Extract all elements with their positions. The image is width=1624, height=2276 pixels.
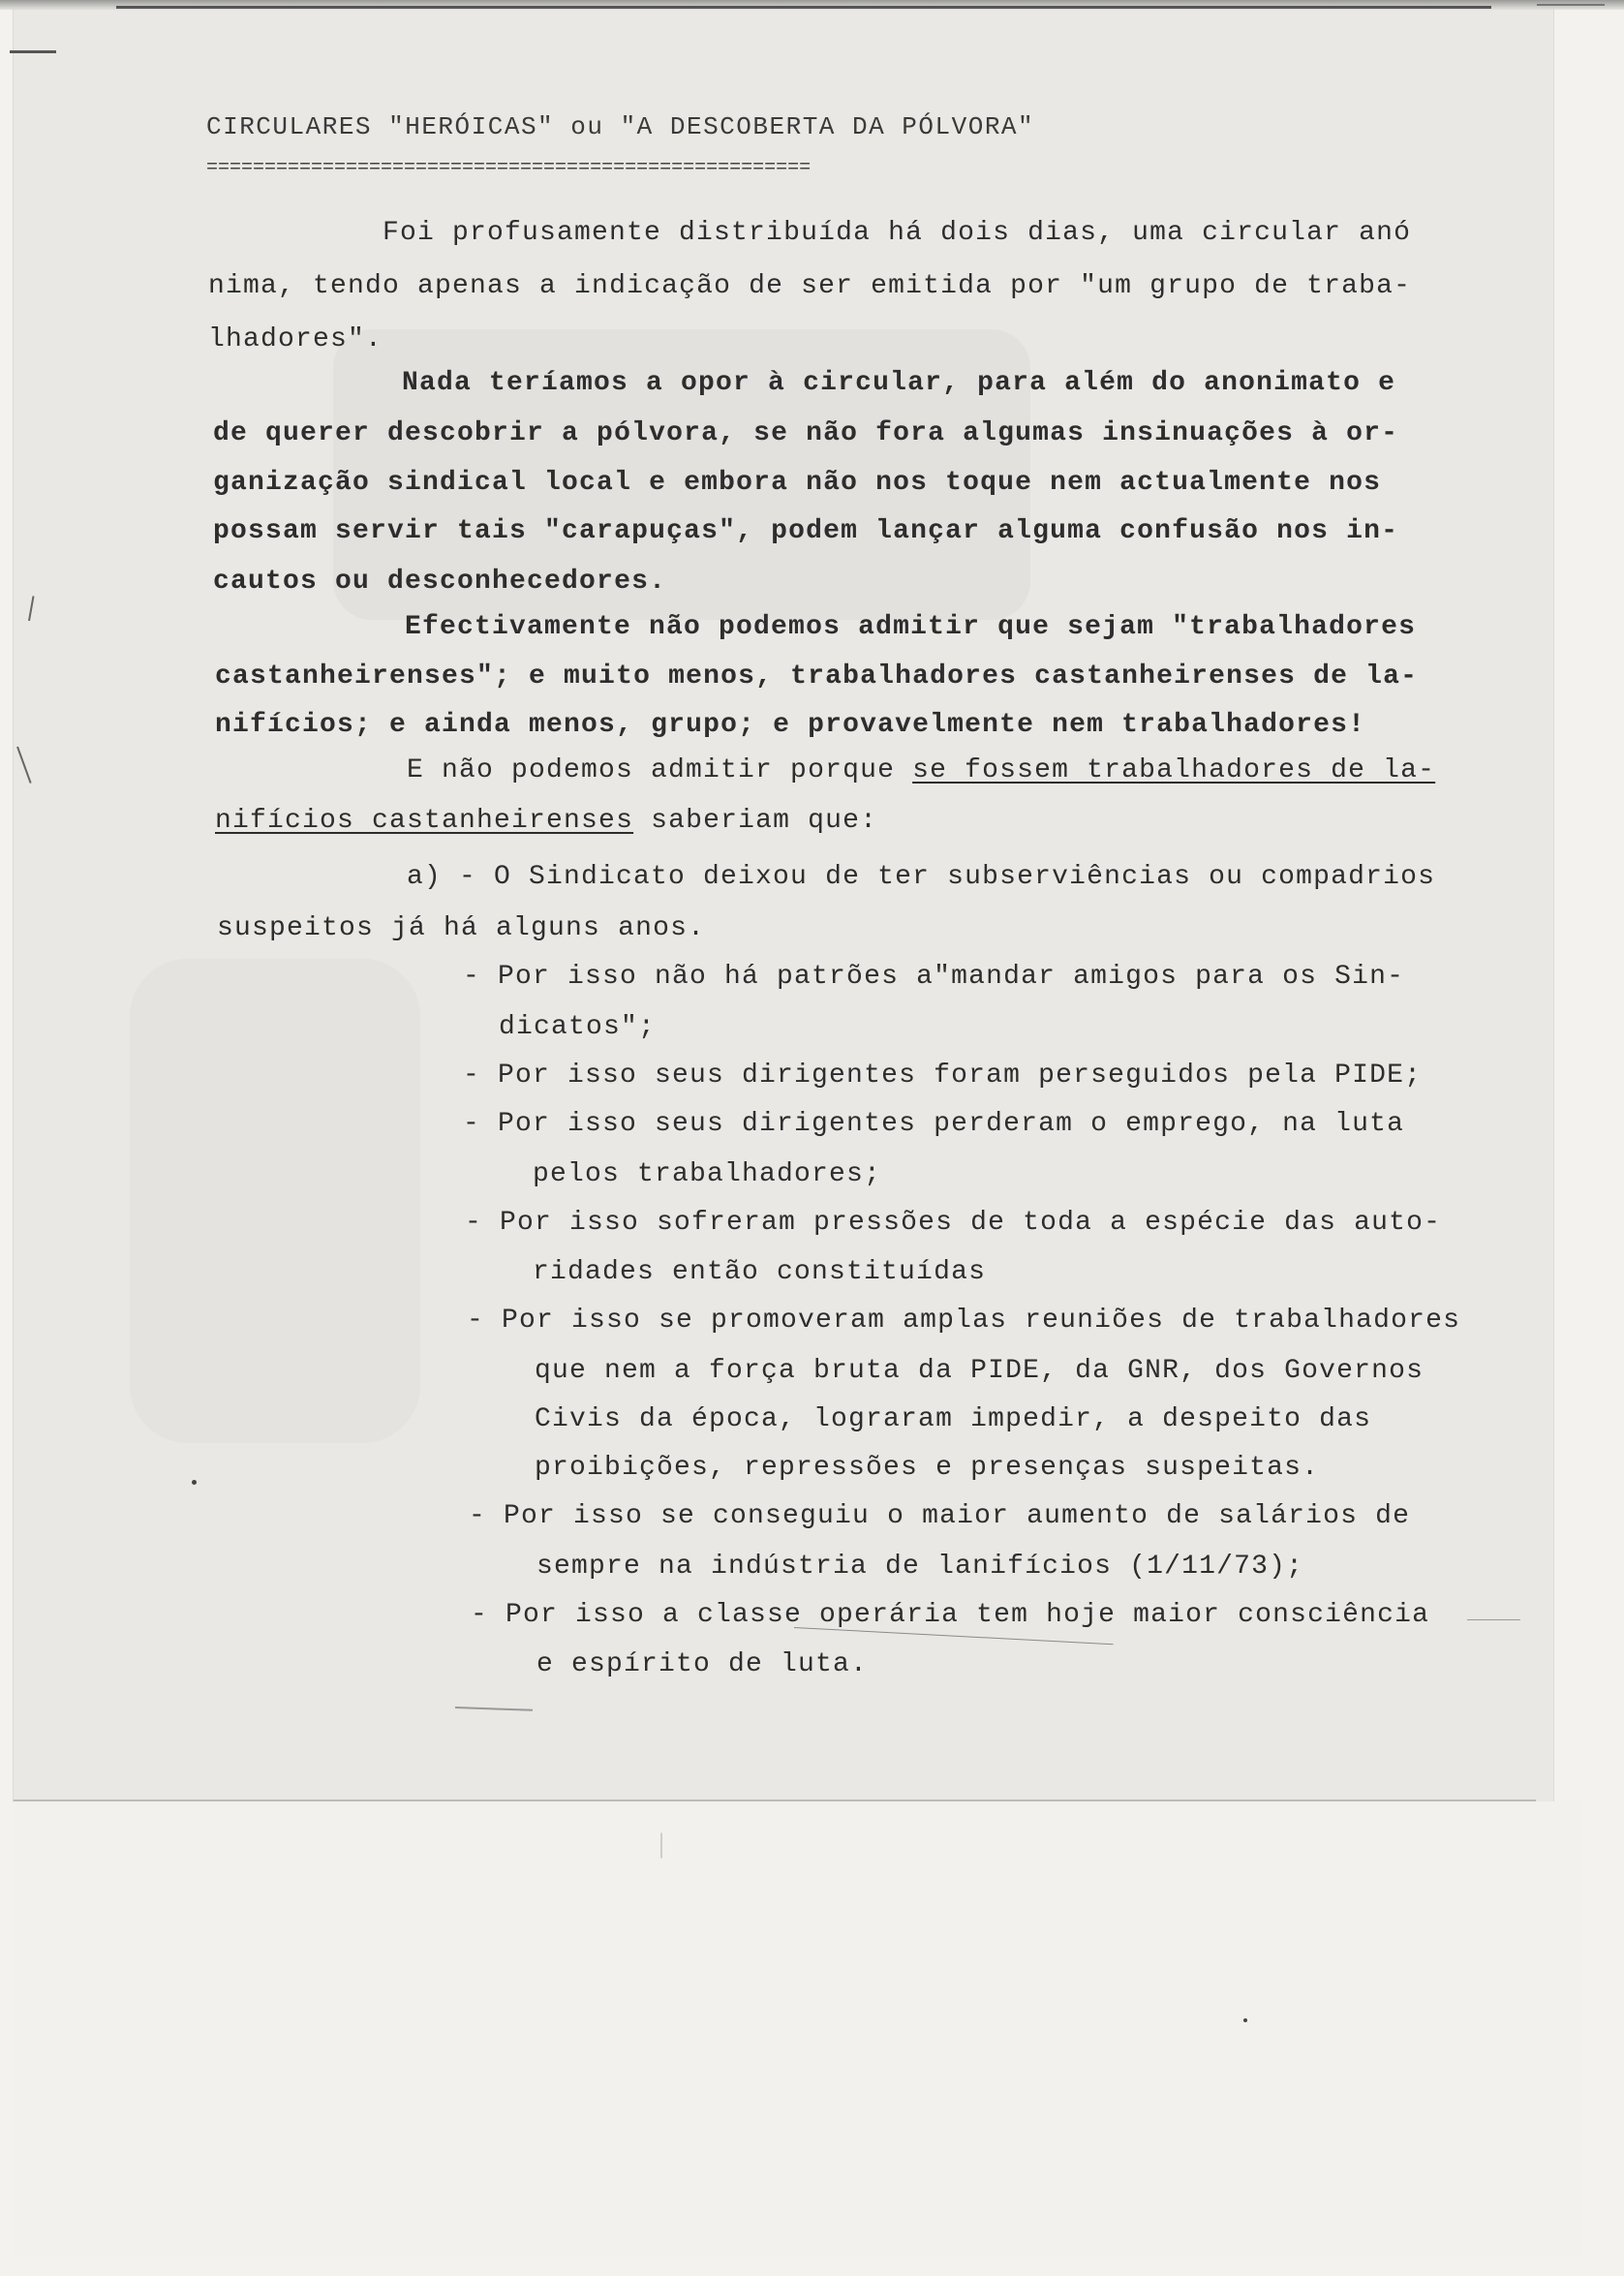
bullet-3-line-1: - Por isso seus dirigentes perderam o emprego, na luta [463,1109,1405,1139]
paragraph-1-line-1: Foi profusamente distribuída há dois dias, uma circular anó [383,218,1412,248]
stray-pen-stroke [661,1833,662,1859]
title-underline-rule: ==================================================== [206,157,812,179]
top-right-mark [1537,4,1605,6]
scan-speck [192,1480,197,1485]
bullet-7-line-2: e espírito de luta. [536,1649,869,1679]
item-a-line-2: suspeitos já há alguns anos. [217,913,706,943]
bullet-7-line-1: - Por isso a classe operária tem hoje maior consciência [471,1600,1430,1630]
paragraph-1-line-3: lhadores". [208,324,383,354]
paragraph-4-underlined-phrase-part-1: se fossem trabalhadores de la- [912,755,1436,785]
stray-pen-stroke [1467,1619,1520,1620]
bullet-4-line-1: - Por isso sofreram pressões de toda a espécie das auto- [465,1208,1442,1238]
paragraph-4-underlined-phrase-part-2: nifícios castanheirenses [215,806,634,836]
scan-top-line [116,6,1491,9]
paragraph-4-line-2-end: saberiam que: [633,806,878,836]
bullet-6-line-2: sempre na indústria de lanifícios (1/11/73); [536,1552,1304,1582]
bullet-1-line-2: dicatos"; [499,1012,657,1042]
paragraph-3-line-1: Efectivamente não podemos admitir que sejam "trabalhadores [405,612,1417,642]
paragraph-4-line-1 [407,755,1435,785]
paragraph-2-line-4: possam servir tais "carapuças", podem lançar alguma confusão nos in- [213,516,1399,546]
bullet-5-line-1: - Por isso se promoveram amplas reuniões de trabalhadores [467,1306,1461,1336]
bullet-3-line-2: pelos trabalhadores; [533,1159,882,1189]
bullet-2-line-1: - Por isso seus dirigentes foram perseguidos pela PIDE; [463,1061,1423,1091]
paragraph-1-line-2: nima, tendo apenas a indicação de ser emitida por "um grupo de traba- [208,271,1412,301]
document-title: CIRCULARES "HERÓICAS" ou "A DESCOBERTA DA PÓLVORA" [206,112,1035,141]
item-a-line-1: a) - O Sindicato deixou de ter subserviências ou compadrios [407,862,1436,892]
paragraph-2-line-3: ganização sindical local e embora não nos toque nem actualmente nos [213,468,1382,498]
paragraph-2-line-5: cautos ou desconhecedores. [213,567,667,597]
bullet-5-line-4: proibições, repressões e presenças suspeitas. [535,1453,1320,1483]
bullet-4-line-2: ridades então constituídas [533,1257,987,1287]
lower-blank-area [14,1801,1582,2257]
paragraph-3-line-3: nifícios; e ainda menos, grupo; e provavelmente nem trabalhadores! [215,710,1366,740]
paragraph-3-line-2: castanheirenses"; e muito menos, trabalhadores castanheirenses de la- [215,661,1419,692]
paragraph-2-line-2: de querer descobrir a pólvora, se não fora algumas insinuações à or- [213,418,1399,448]
paragraph-2-line-1: Nada teríamos a opor à circular, para além do anonimato e [402,368,1396,398]
paragraph-4-line-2 [215,806,877,836]
paragraph-4-line-1-start: E não podemos admitir porque [407,755,913,785]
bullet-1-line-1: - Por isso não há patrões a"mandar amigos para os Sin- [463,962,1405,992]
bullet-5-line-3: Civis da época, lograram impedir, a despeito das [535,1404,1372,1434]
edge-mark [10,50,56,53]
scan-speck [1243,2018,1247,2022]
bullet-6-line-1: - Por isso se conseguiu o maior aumento de salários de [469,1501,1411,1531]
photocopy-smudge-left [130,959,420,1443]
bullet-5-line-2: que nem a força bruta da PIDE, da GNR, dos Governos [535,1356,1425,1386]
